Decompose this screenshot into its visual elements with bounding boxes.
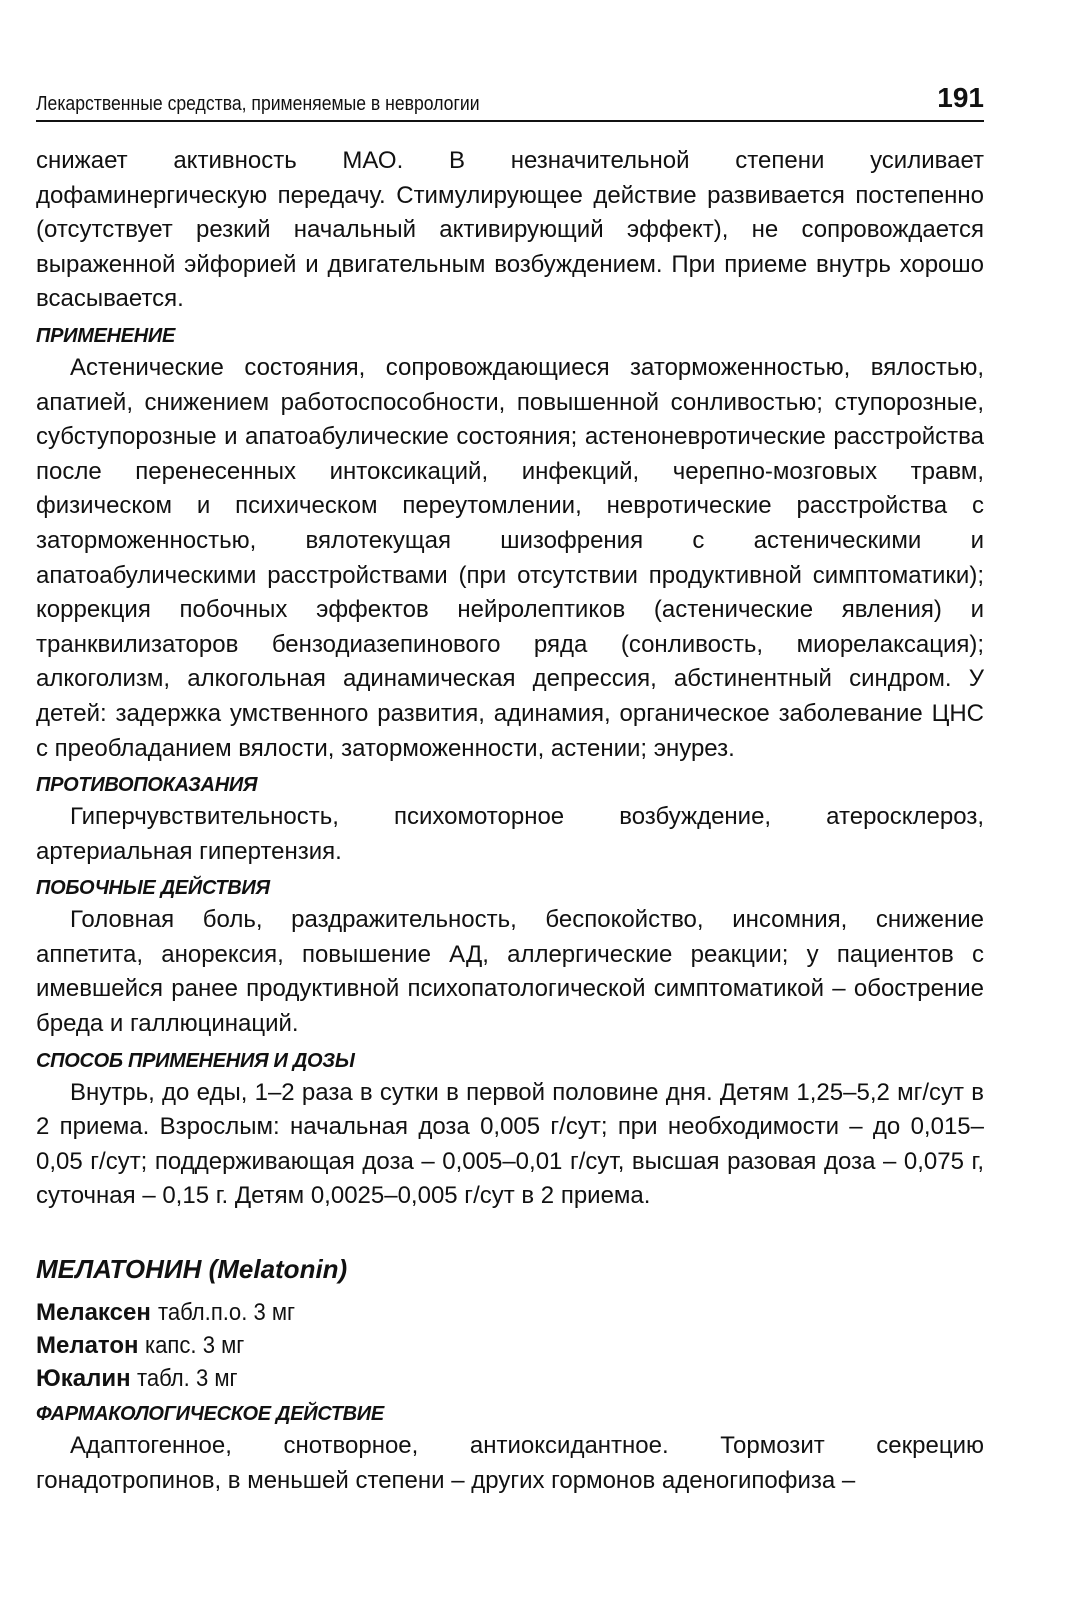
application-paragraph: Астенические состояния, сопровождающиеся заторможенностью, вялостью, апатией, снижением работоспособности, повышенной сонливостью; ступорозные, субступорозные и апатоабулические состояния; астеноневротические расстройства после перенесенных интоксикаций, инфекций, черепно-мозговых травм, физическом и психическом переутомлении, невротические расстройства с заторможенностью, вялотекущая шизофрения с астеническими и апатоабулическими расстройствами (при отсутствии продуктивной симптоматики); коррекция побочных эффектов нейролептиков (астенические явления) и транквилизаторов бензодиазепинового ряда (сонливость, миорелаксация); алкоголизм, алкогольная адинамическая депрессия, абстинентный синдром. У детей: задержка умственного развития, адинамия, органическое заболевание ЦНС с преобладанием вялости, заторможенности, астении; энурез. [36,353,984,762]
drug-form-name: Мелаксен [36,1299,151,1327]
dosage-heading: СПОСОБ ПРИМЕНЕНИЯ И ДОЗЫ [36,1049,355,1072]
running-title: Лекарственные средства, применяемые в неврологии [36,93,480,115]
page-body [36,144,984,1498]
dosage-paragraph: Внутрь, до еды, 1–2 раза в сутки в первой половине дня. Детям 1,25–5,2 мг/сут в 2 приема. Взрослым: начальная доза 0,005 г/сут; при необходимости – до 0,015–0,05 г/сут; поддерживающая доза – 0,005–0,01 г/сут, высшая разовая доза – 0,075 г, суточная – 0,15 г. Детям 0,0025–0,005 г/сут в 2 приема. [36,1078,984,1210]
drug-form-line [36,1329,984,1362]
running-header [36,80,984,122]
drug-form-line [36,1296,984,1329]
side-effects-heading: ПОБОЧНЫЕ ДЕЙСТВИЯ [36,877,270,900]
pharm-action-paragraph: Адаптогенное, снотворное, антиоксидантное. Тормозит секрецию гонадотропинов, в меньшей степени – других гормонов аденогипофиза – [36,1432,984,1494]
contraindications-heading: ПРОТИВОПОКАЗАНИЯ [36,774,258,797]
drug-form-name: Мелатон [36,1332,139,1360]
melatonin-title: МЕЛАТОНИН (Melatonin) [36,1254,348,1285]
pharm-action-heading: ФАРМАКОЛОГИЧЕСКОЕ ДЕЙСТВИЕ [36,1403,384,1426]
page-number: 191 [937,82,984,113]
application-heading: ПРИМЕНЕНИЕ [36,324,176,347]
side-effects-paragraph: Головная боль, раздражительность, беспокойство, инсомния, снижение аппетита, анорексия, повышение АД, аллергические реакции; у пациентов с имевшейся ранее продуктивной психопатологической симптоматикой – обострение бреда и галлюцинаций. [36,906,984,1038]
drug-form-desc: капс. 3 мг [145,1332,245,1360]
drug-form-desc: табл. 3 мг [137,1365,238,1393]
intro-paragraph: снижает активность МАО. В незначительной степени усиливает дофаминергическую передачу. Стимулирующее действие развивается постепенно (отсутствует резкий начальный активирующий эффект), не сопровождается выраженной эйфорией и двигательным возбуждением. При приеме внутрь хорошо всасывается. [36,147,984,313]
drug-form-name: Юкалин [36,1365,131,1393]
contraindications-paragraph: Гиперчувствительность, психомоторное возбуждение, атеросклероз, артериальная гипертензия. [36,803,984,865]
drug-form-desc: табл.п.о. 3 мг [157,1299,295,1327]
drug-form-line [36,1362,984,1395]
